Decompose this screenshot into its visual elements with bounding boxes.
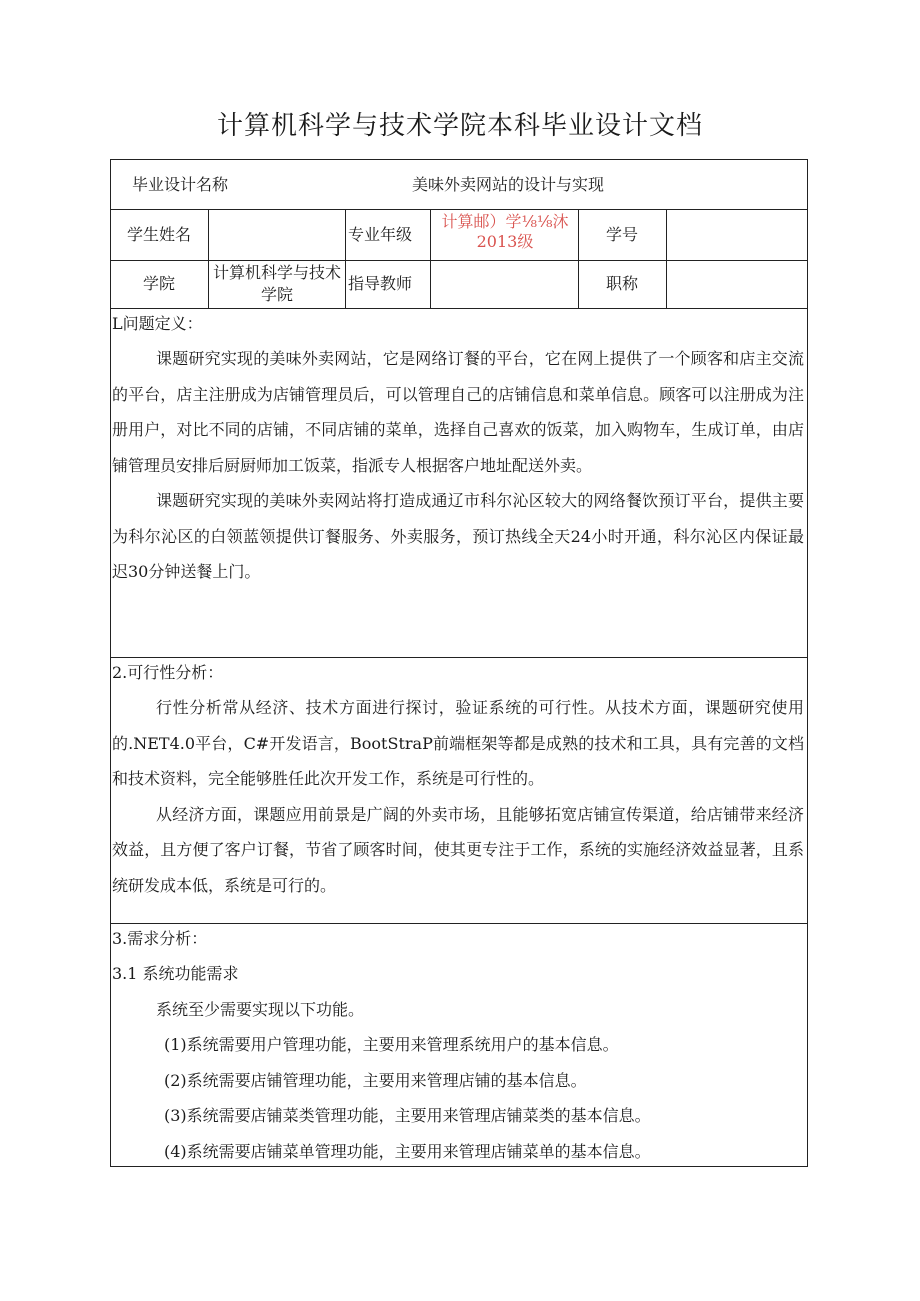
intro-text: 系统至少需要实现以下功能。 <box>156 999 365 1019</box>
major-grade-value <box>432 212 578 252</box>
college-value: 计算机科学与技术学院 <box>212 263 341 304</box>
row-divider <box>110 260 808 261</box>
project-name-value: 美味外卖网站的设计与实现 <box>412 175 605 194</box>
major-grade-line-2: 2013级 <box>476 232 534 251</box>
job-title-label: 职称 <box>605 274 638 293</box>
major-grade-label: 专业年级 <box>348 225 413 244</box>
section-heading: 3.需求分析： <box>112 929 208 948</box>
student-id-label: 学号 <box>605 225 638 244</box>
section-feasibility <box>112 658 804 903</box>
major-grade-line-1: 计算邮）学⅛⅛沐 <box>441 212 569 231</box>
requirement-item: (2)系统需要店铺管理功能，主要用来管理店铺的基本信息。 <box>164 1070 587 1090</box>
column-divider <box>345 209 346 308</box>
requirement-item: (1)系统需要用户管理功能，主要用来管理系统用户的基本信息。 <box>164 1035 619 1054</box>
section-requirements <box>112 924 804 1169</box>
section-problem-definition <box>112 309 804 590</box>
column-divider <box>666 209 667 308</box>
row-divider <box>110 209 808 210</box>
paragraph: 行性分析常从经济、技术方面进行探讨，验证系统的可行性。从技术方面，课题研究使用的.NET4.0平台，C#开发语言，BootStraP前端框架等都是成熟的技术和工具，具有完善的文档和技术资料，完全能够胜任此次开发工作，系统是可行性的。 <box>112 698 804 788</box>
paragraph: 课题研究实现的美味外卖网站，它是网络订餐的平台，它在网上提供了一个顾客和店主交流的平台，店主注册成为店铺管理员后，可以管理自己的店铺信息和菜单信息。顾客可以注册成为注册用户，对比不同的店铺，不同店铺的菜单，选择自己喜欢的饭菜，加入购物车，生成订单，由店铺管理员安排后厨厨师加工饭菜，指派专人根据客户地址配送外卖。 <box>112 349 804 475</box>
requirement-item: (3)系统需要店铺菜类管理功能，主要用来管理店铺菜类的基本信息。 <box>164 1106 651 1125</box>
column-divider <box>430 209 431 308</box>
column-divider <box>208 209 209 308</box>
project-name-label: 毕业设计名称 <box>132 175 229 194</box>
section-heading: 2.可行性分析： <box>112 663 224 682</box>
college-label: 学院 <box>142 274 175 293</box>
subsection-heading: 3.1 系统功能需求 <box>112 964 239 983</box>
requirement-item: (4)系统需要店铺菜单管理功能，主要用来管理店铺菜单的基本信息。 <box>164 1141 651 1161</box>
paragraph: 从经济方面，课题应用前景是广阔的外卖市场，且能够拓宽店铺宣传渠道，给店铺带来经济效益，且方便了客户订餐，节省了顾客时间，使其更专注于工作，系统的实施经济效益显著，且系统研发成本低，系统是可行的。 <box>112 804 804 895</box>
paragraph: 课题研究实现的美味外卖网站将打造成通辽市科尔沁区较大的网络餐饮预订平台，提供主要为科尔沁区的白领蓝领提供订餐服务、外卖服务，预订热线全天24小时开通，科尔沁区内保证最迟30分钟送餐上门。 <box>112 491 804 581</box>
section-heading: L问题定义： <box>112 314 203 333</box>
advisor-label: 指导教师 <box>348 274 413 293</box>
document-title: 计算机科学与技术学院本科毕业设计文档 <box>216 111 703 141</box>
student-name-label: 学生姓名 <box>126 225 191 244</box>
